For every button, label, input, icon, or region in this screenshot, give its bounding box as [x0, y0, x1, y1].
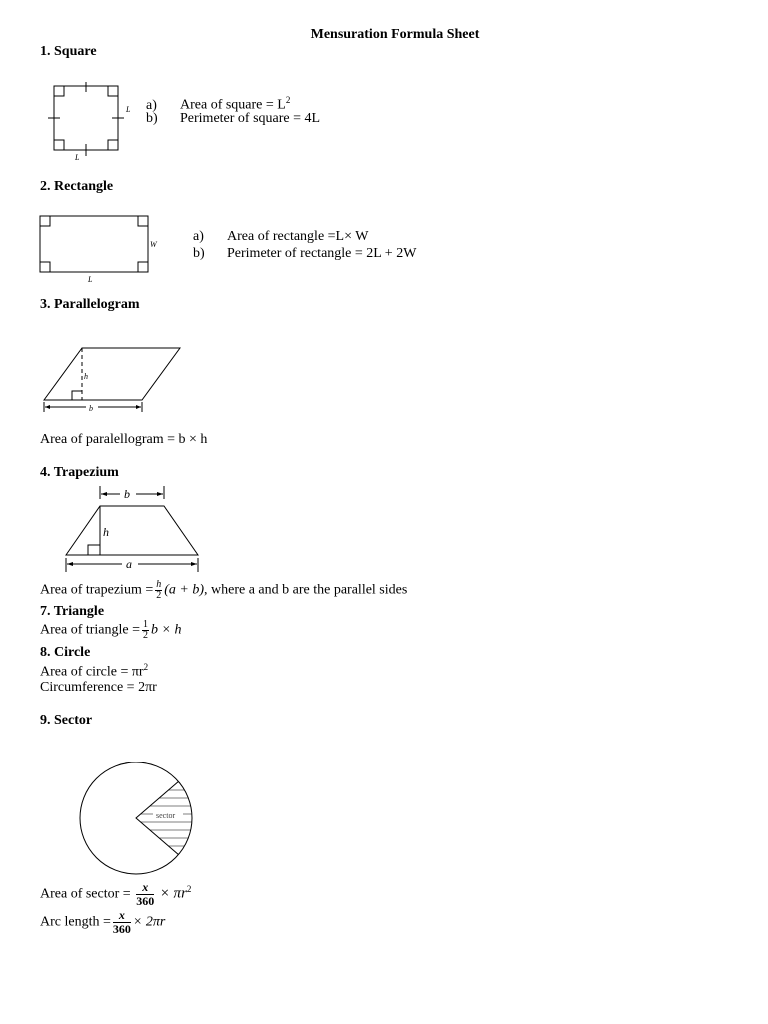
rectangle-bottom-label: L — [88, 275, 93, 284]
circle-heading: 8. Circle — [40, 645, 91, 660]
fraction-denominator: 2 — [156, 590, 162, 601]
circle-area-exponent: 2 — [143, 662, 149, 672]
sector-area-suffix: × πr — [159, 885, 187, 902]
rectangle-perimeter-item — [193, 246, 416, 262]
trapezium-heading: 4. Trapezium — [40, 465, 119, 480]
page-title: Mensuration Formula Sheet — [310, 27, 480, 42]
parallelogram-formula: Area of paralellogram = b × h — [40, 432, 208, 447]
item-tag: a) — [193, 229, 204, 244]
sector-arc-formula — [40, 909, 165, 936]
square-figure — [46, 82, 142, 164]
fraction-denominator: 2 — [143, 630, 149, 641]
fraction-numerator: x — [113, 909, 131, 923]
sector-area-exponent: 2 — [186, 884, 192, 895]
item-tag: b) — [193, 246, 205, 261]
rectangle-figure — [36, 212, 166, 286]
square-area-exponent: 2 — [285, 95, 291, 105]
sector-arc-fraction — [113, 909, 131, 936]
parallelogram-figure — [38, 340, 186, 418]
sector-arc-prefix: Arc length = — [40, 914, 111, 930]
fraction-numerator: 1 — [143, 619, 149, 630]
square-side-label: L — [126, 105, 131, 114]
parallelogram-heading: 3. Parallelogram — [40, 297, 140, 312]
trapezium-figure — [60, 484, 210, 576]
sector-arc-suffix: × 2πr — [132, 914, 166, 930]
sector-heading: 9. Sector — [40, 713, 93, 728]
square-heading: 1. Square — [40, 44, 97, 59]
fraction-numerator: x — [136, 881, 154, 895]
square-area-text: Area of square = L — [180, 97, 286, 113]
trapezium-formula-prefix: Area of trapezium = — [40, 582, 154, 598]
item-tag: a) — [146, 97, 157, 113]
fraction-numerator: h — [156, 579, 162, 590]
parallelogram-base-label: b — [89, 404, 93, 413]
fraction-denominator: 360 — [136, 894, 155, 908]
sector-figure — [74, 762, 198, 880]
circle-circumference-formula: Circumference = 2πr — [40, 680, 157, 695]
trapezium-fraction — [155, 580, 162, 601]
circle-area-text: Area of circle = πr — [40, 664, 144, 680]
rectangle-area-item — [193, 229, 368, 245]
square-bottom-label: L — [75, 153, 80, 162]
triangle-formula-suffix: b × h — [151, 622, 182, 638]
trapezium-formula-suffix: , where a and b are the parallel sides — [204, 582, 408, 598]
sector-area-formula — [40, 881, 191, 908]
trapezium-b-label: b — [124, 487, 130, 501]
trapezium-formula — [40, 580, 407, 601]
sector-area-fraction — [136, 881, 154, 908]
sector-area-prefix: Area of sector = — [40, 886, 131, 902]
trapezium-formula-mid: (a + b) — [164, 582, 205, 598]
trapezium-h-label: h — [103, 525, 109, 539]
triangle-formula — [40, 620, 181, 641]
fraction-denominator: 360 — [112, 922, 131, 936]
sector-label: sector — [156, 811, 176, 820]
triangle-heading: 7. Triangle — [40, 604, 105, 619]
rectangle-heading: 2. Rectangle — [40, 179, 114, 194]
triangle-formula-prefix: Area of triangle = — [40, 622, 141, 638]
rectangle-area-text: Area of rectangle =L× W — [227, 229, 369, 244]
square-perimeter-text: Perimeter of square = 4L — [180, 111, 321, 126]
trapezium-a-label: a — [126, 557, 132, 571]
parallelogram-height-label: h — [84, 372, 88, 381]
item-tag: b) — [146, 111, 158, 126]
rectangle-side-label: W — [150, 240, 157, 249]
square-perimeter-item — [146, 111, 320, 127]
rectangle-perimeter-text: Perimeter of rectangle = 2L + 2W — [227, 246, 417, 261]
triangle-fraction — [142, 620, 149, 641]
circle-area-formula — [40, 662, 148, 681]
